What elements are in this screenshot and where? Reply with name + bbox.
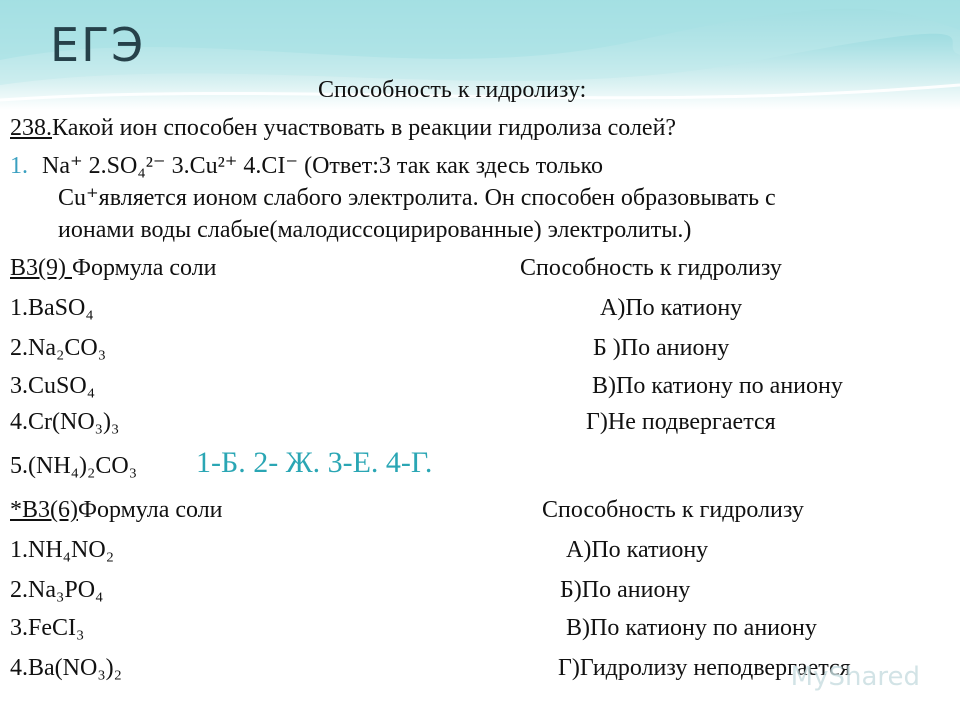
b3-6-label: *В3(6) <box>10 497 78 523</box>
question-number: 238. <box>10 115 52 141</box>
answer-text-1: Na⁺ 2.SO₄²⁻ 3.Cu²⁺ 4.CI⁻ (Ответ:3 так как здесь только <box>42 153 603 179</box>
b3-6-col1-header: Формула соли <box>78 497 223 523</box>
b3-6-formula-4: 4.Ba(NO₃)₂ <box>10 655 123 681</box>
b3-9-col1-header: Формула соли <box>72 255 217 281</box>
b3-9-answer: 1-Б. 2- Ж. 3-Е. 4-Г. <box>196 446 433 479</box>
b3-9-formula-3: 3.CuSO₄ <box>10 373 96 399</box>
b3-9-formula-4: 4.Cr(NO₃)₃ <box>10 409 120 435</box>
watermark-logo: MyShared <box>790 662 920 692</box>
b3-9-option-a: А)По катиону <box>600 295 743 321</box>
b3-9-label: В3(9) <box>10 255 72 281</box>
b3-6-formula-1: 1.NH₄NO₂ <box>10 537 115 563</box>
b3-6-col2-header: Способность к гидролизу <box>542 497 804 523</box>
b3-9-col2-header: Способность к гидролизу <box>520 255 782 281</box>
b3-6-option-d: Г)Гидролизу неподвергается <box>558 655 851 681</box>
b3-6-formula-2: 2.Na₃PO₄ <box>10 577 104 603</box>
b3-6-header-left <box>10 496 223 524</box>
question-238 <box>10 114 676 142</box>
b3-9-formula-2: 2.Na₂CO₃ <box>10 335 107 361</box>
slide-title: ЕГЭ <box>50 18 146 72</box>
b3-9-option-d: Г)Не подвергается <box>586 409 776 435</box>
answer-line-2: Cu⁺является ионом слабого электролита. Он способен образовывать с <box>58 185 776 211</box>
b3-9-option-b: Б )По аниону <box>593 335 730 361</box>
question-text: Какой ион способен участвовать в реакции гидролиза солей? <box>52 115 677 141</box>
list-number: 1. <box>10 153 28 179</box>
b3-6-option-a: А)По катиону <box>566 537 709 563</box>
b3-9-option-c: В)По катиону по аниону <box>592 373 843 399</box>
b3-9-formula-5: 5.(NH₄)₂CO₃ <box>10 453 138 479</box>
answer-line-3: ионами воды слабые(малодиссоцирированные) электролиты.) <box>58 217 692 243</box>
answer-line-1 <box>10 152 603 180</box>
b3-6-formula-3: 3.FeCI₃ <box>10 615 85 641</box>
b3-6-option-c: В)По катиону по аниону <box>566 615 817 641</box>
slide-subtitle: Способность к гидролизу: <box>318 77 587 103</box>
b3-6-option-b: Б)По аниону <box>560 577 691 603</box>
b3-9-formula-1: 1.BaSO₄ <box>10 295 94 321</box>
b3-9-header-left <box>10 254 217 282</box>
